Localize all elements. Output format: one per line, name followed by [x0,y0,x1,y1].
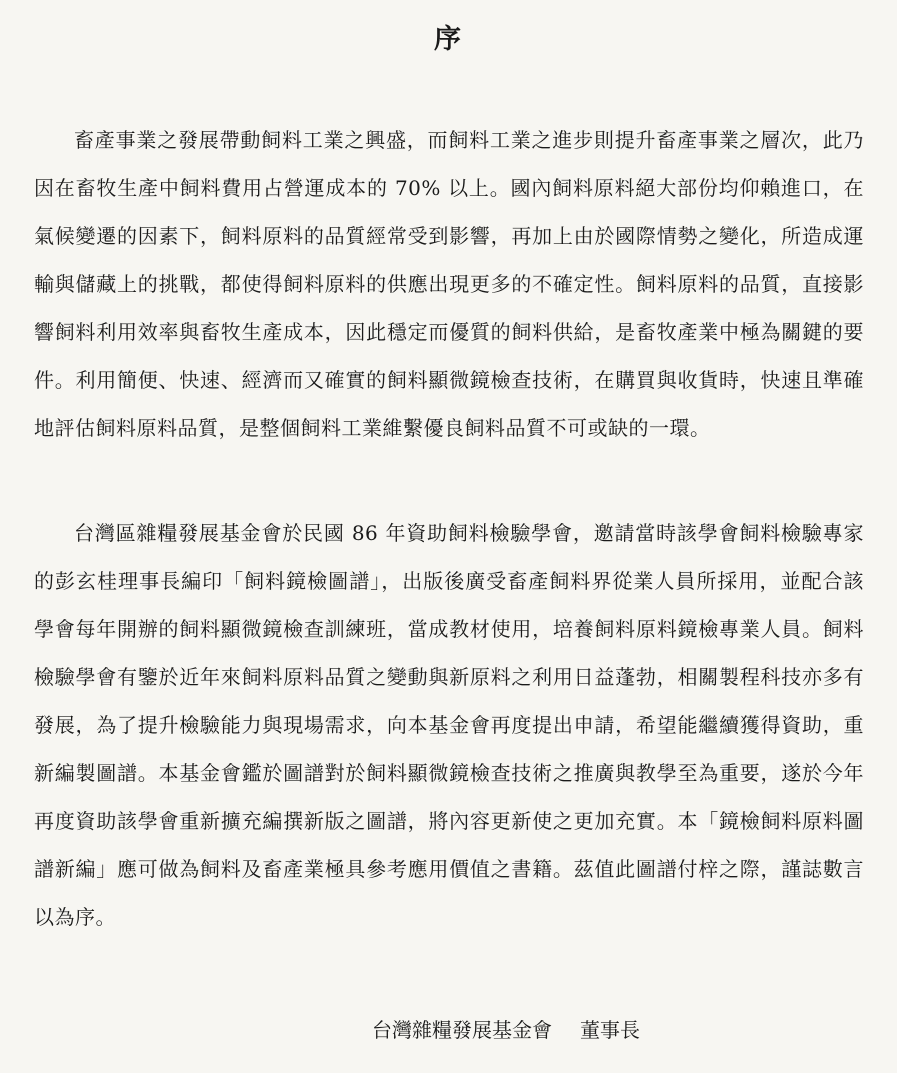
body-paragraph-2: 台灣區雜糧發展基金會於民國 86 年資助飼料檢驗學會，邀請當時該學會飼料檢驗專家的彭玄桂理事長編印「飼料鏡檢圖譜」，出版後廣受畜產飼料界從業人員所採用，並配合該學會每年開辦的飼料顯微鏡檢查訓練班，當成教材使用，培養飼料原料鏡檢專業人員。飼料檢驗學會有鑒於近年來飼料原料品質之變動與新原料之利用日益蓬勃，相關製程科技亦多有發展，為了提升檢驗能力與現場需求，向本基金會再度提出申請，希望能繼續獲得資助，重新編製圖譜。本基金會鑑於圖譜對於飼料顯微鏡檢查技術之推廣與教學至為重要，遂於今年再度資助該學會重新擴充編撰新版之圖譜，將內容更新使之更加充實。本「鏡檢飼料原料圖譜新編」應可做為飼料及畜產業極具參考應用價值之書籍。茲值此圖譜付梓之際，謹誌數言以為序。 [34,521,864,929]
page-title: 序 [434,24,463,55]
signature-organization: 台灣雜糧發展基金會 [372,1018,552,1042]
body-paragraph-1: 畜產事業之發展帶動飼料工業之興盛，而飼料工業之進步則提升畜產事業之層次，此乃因在畜牧生產中飼料費用占營運成本的 70% 以上。國內飼料原料絕大部份均仰賴進口，在氣候變遷的因素下，飼料原料的品質經常受到影響，再加上由於國際情勢之變化，所造成運輸與儲藏上的挑戰，都使得飼料原料的供應出現更多的不確定性。飼料原料的品質，直接影響飼料利用效率與畜牧生產成本，因此穩定而優質的飼料供給，是畜牧產業中極為關鍵的要件。利用簡便、快速、經濟而又確實的飼料顯微鏡檢查技術，在購買與收貨時，快速且準確地評估飼料原料品質，是整個飼料工業維繫優良飼料品質不可或缺的一環。 [34,128,864,440]
signature-block [372,1010,640,1050]
signature-position: 董事長 [580,1018,640,1042]
